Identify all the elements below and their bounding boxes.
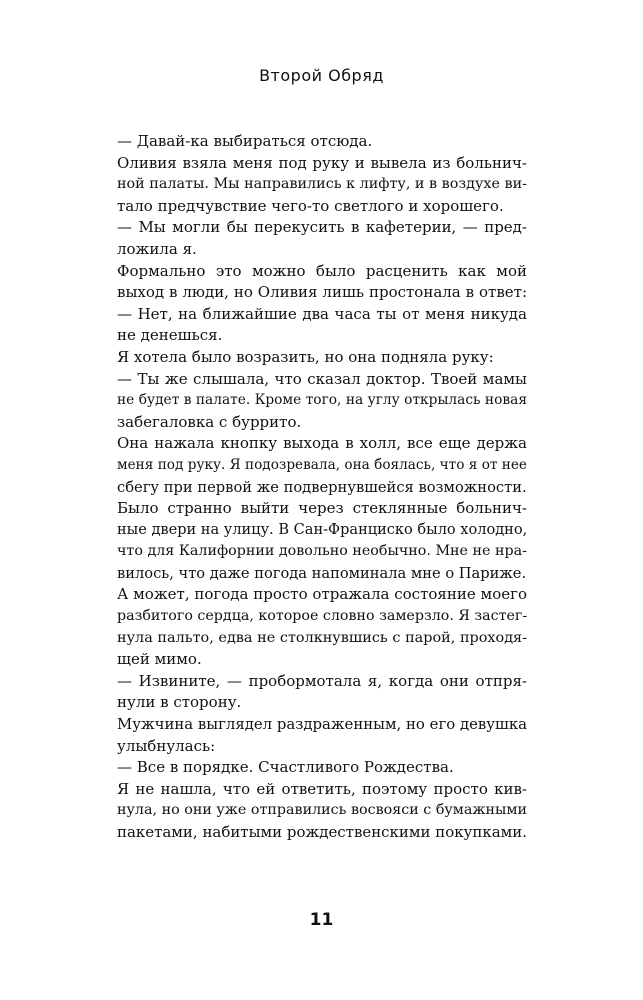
text-line: нула, но они уже отправились восвояси с бумажными — [117, 802, 527, 819]
text-line: забегаловка с буррито. — [117, 412, 302, 431]
body-text — [117, 131, 527, 844]
text-line: — Нет, на ближайшие два часа ты от меня никуда — [117, 304, 527, 323]
text-line: выход в люди, но Оливия лишь простонала в ответ: — [117, 283, 527, 302]
text-line: щей мимо. — [117, 650, 202, 669]
text-line: Мужчина выглядел раздраженным, но его девушка — [117, 715, 527, 734]
text-line: — Давай-ка выбираться отсюда. — [117, 132, 373, 150]
text-line: не денешься. — [117, 326, 223, 345]
text-line: что для Калифорнии довольно необычно. Мне не нра- — [117, 543, 527, 560]
text-line: Она нажала кнопку выхода в холл, все еще держа — [117, 434, 527, 453]
text-line: — Извините, — пробормотала я, когда они отпря- — [117, 671, 527, 690]
text-line: разбитого сердца, которое словно замерзло. Я застег- — [117, 608, 528, 625]
text-line: тало предчувствие чего-то светлого и хорошего. — [117, 196, 504, 215]
text-line: не будет в палате. Кроме того, на углу открылась новая — [117, 392, 527, 409]
text-line: ложила я. — [117, 239, 197, 258]
text-line: Формально это можно было расценить как мой — [117, 261, 527, 280]
text-line: меня под руку. Я подозревала, она боялась, что я от нее — [117, 456, 527, 473]
text-line: вилось, что даже погода напоминала мне о Париже. — [117, 564, 527, 582]
text-line: Было странно выйти через стеклянные больнич- — [117, 499, 527, 518]
text-line: ные двери на улицу. В Сан-Франциско было холодно, — [117, 521, 528, 538]
text-line: улыбнулась: — [117, 736, 216, 755]
text-line: нули в сторону. — [117, 693, 242, 712]
text-line: сбегу при первой же подвернувшейся возможности. — [117, 478, 527, 496]
running-header: Второй Обряд — [259, 66, 384, 85]
text-line: — Мы могли бы перекусить в кафетерии, — пред- — [117, 218, 527, 237]
text-line: Я хотела было возразить, но она подняла руку: — [117, 347, 494, 366]
text-line: Я не нашла, что ей ответить, поэтому просто кив- — [117, 779, 527, 798]
text-line: пакетами, набитыми рождественскими покупками. — [117, 823, 527, 841]
text-line: — Ты же слышала, что сказал доктор. Твоей мамы — [117, 369, 527, 388]
text-line: нула пальто, едва не столкнувшись с парой, проходя- — [117, 629, 527, 646]
text-line: — Все в порядке. Счастливого Рождества. — [117, 758, 454, 777]
text-line: Оливия взяла меня под руку и вывела из больнич- — [117, 153, 527, 172]
page-number: 11 — [309, 910, 334, 930]
text-line: А может, погода просто отражала состояние моего — [117, 585, 527, 604]
text-line: ной палаты. Мы направились к лифту, и в воздухе ви- — [117, 176, 527, 193]
